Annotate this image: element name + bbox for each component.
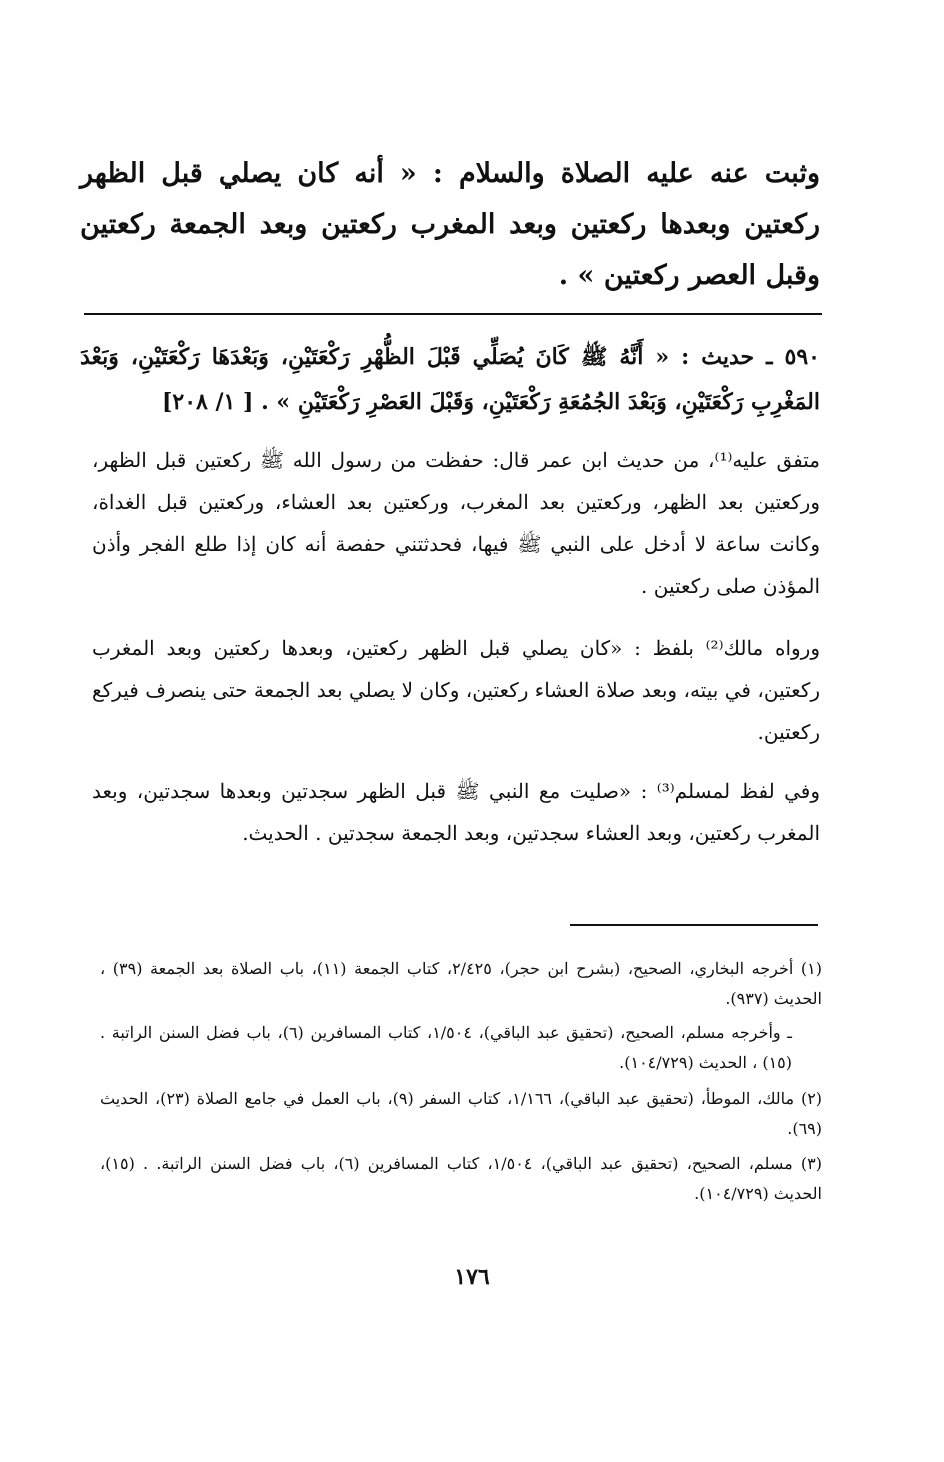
hadith-heading: ٥٩٠ ـ حديث : « أَنَّهُ ﷺ كَانَ يُصَلِّي قَبْلَ الظُّهْرِ رَكْعَتَيْنِ، وَبَعْدَهَا رَكْعَتَيْنِ، وَبَعْدَ المَغْرِبِ رَكْعَتَيْنِ، وَبَعْدَ الجُمُعَةِ رَكْعَتَيْنِ، وَقَبْلَ العَصْرِ رَكْعَتَيْنِ » . [ ١/ ٢٠٨]: [80, 344, 820, 415]
commentary-paragraph-1: متفق عليه⁽¹⁾، من حديث ابن عمر قال: حفظت من رسول الله ﷺ ركعتين قبل الظهر، وركعتين بعد الظهر، وركعتين بعد المغرب، وركعتين بعد العشاء، وركعتين قبل الغداة، وكانت ساعة لا أدخل على النبي ﷺ فيها، فحدثتني حفصة أنه كان إذا طلع الفجر وأذن المؤذن صلى ركعتين .: [92, 448, 820, 598]
footnote-2-text: مالك، الموطأ، (تحقيق عبد الباقي)، ١/١٦٦، كتاب السفر (٩)، باب العمل في جامع الصلاة (٢٣)، الحديث (٦٩).: [100, 1089, 822, 1138]
footnote-3-marker: (٣): [800, 1154, 823, 1173]
page-number: ١٧٦: [454, 1264, 490, 1290]
footnote-1-text: أخرجه البخاري، الصحيح، (بشرح ابن حجر)، ٢/٤٢٥، كتاب الجمعة (١١)، باب الصلاة بعد الجمعة (٣٩) ، الحديث (٩٣٧).: [100, 959, 822, 1008]
footnote-2-marker: (٢): [800, 1089, 823, 1108]
commentary-paragraph-3: وفي لفظ لمسلم⁽³⁾ : «صليت مع النبي ﷺ قبل الظهر سجدتين وبعدها سجدتين، وبعد المغرب ركعتين، وبعد العشاء سجدتين، وبعد الجمعة سجدتين . الحديث.: [92, 779, 821, 845]
footnote-3-text: مسلم، الصحيح، (تحقيق عبد الباقي)، ١/٥٠٤، كتاب المسافرين (٦)، باب فضل السنن الراتبة. . (١٥)، الحديث (١٠٤/٧٢٩).: [100, 1154, 822, 1203]
footnote-2: [100, 1084, 822, 1144]
footnote-divider: [570, 924, 818, 926]
footnote-1-marker: (١): [800, 959, 823, 978]
footnote-1b-text: ـ وأخرجه مسلم، الصحيح، (تحقيق عبد الباقي)، ١/٥٠٤، كتاب المسافرين (٦)، باب فضل السنن الراتبة . (١٥) ، الحديث (١٠٤/٧٢٩).: [100, 1023, 792, 1072]
footnote-3: [100, 1149, 822, 1209]
footnote-1: [100, 954, 822, 1014]
commentary-paragraph-2: ورواه مالك⁽²⁾ بلفظ : «كان يصلي قبل الظهر ركعتين، وبعدها ركعتين وبعد المغرب ركعتين، في بيته، وبعد صلاة العشاء ركعتين، وكان لا يصلي بعد الجمعة حتى ينصرف فيركع ركعتين.: [92, 636, 820, 744]
intro-paragraph: وثبت عنه عليه الصلاة والسلام : « أنه كان يصلي قبل الظهر ركعتين وبعدها ركعتين وبعد المغرب ركعتين وبعد الجمعة ركعتين وقبل العصر ركعتين » .: [80, 158, 820, 291]
footnote-1-continuation: [100, 1018, 822, 1078]
section-divider: [84, 313, 822, 315]
